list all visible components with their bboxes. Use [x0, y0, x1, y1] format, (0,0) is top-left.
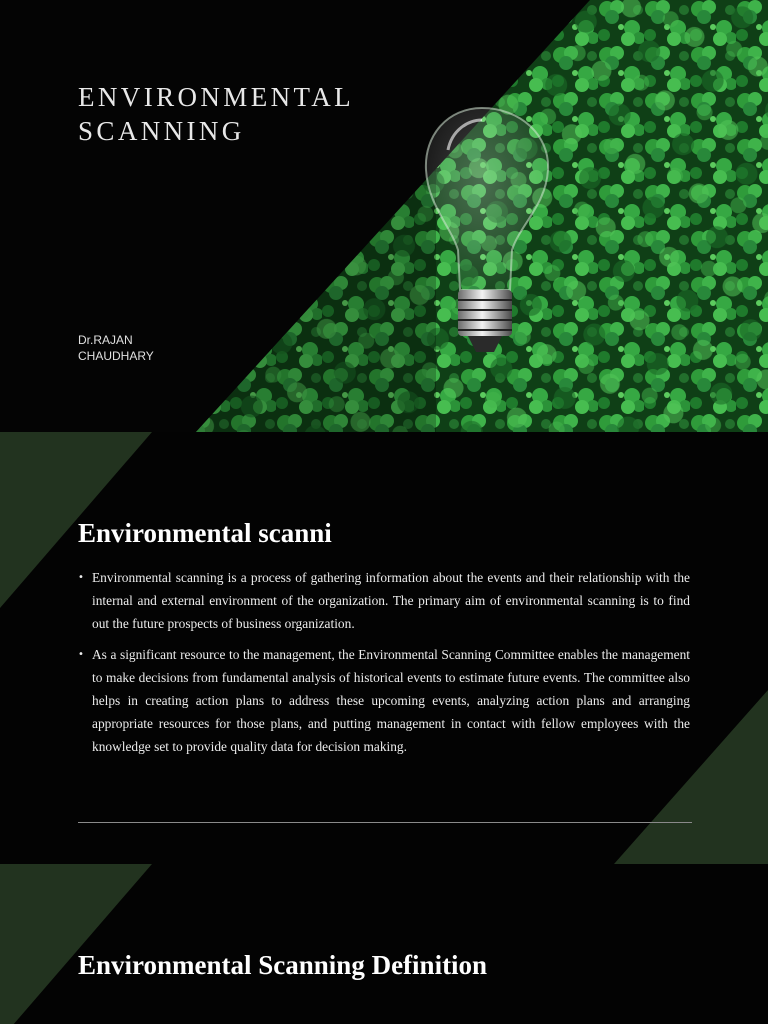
author-line-1: Dr.RAJAN	[78, 333, 133, 347]
bullet-text: Environmental scanning is a process of gathering information about the events and their relationship with the internal and external environment of the organization. The primary aim of environmental scanning is to find out the future prospects of business organization.	[92, 570, 690, 631]
slide-environmental-scanning	[0, 432, 768, 864]
slide-title	[0, 0, 768, 432]
bullet-list	[78, 566, 690, 766]
clover-lightbulb-image	[0, 0, 768, 432]
title-line-1: ENVIRONMENTAL	[78, 82, 355, 112]
section-heading: Environmental scanni	[78, 518, 332, 548]
slide-title-text	[78, 80, 398, 148]
bullet-marker: •	[78, 572, 84, 583]
author-line-2: CHAUDHARY	[78, 349, 154, 363]
title-line-2: SCANNING	[78, 116, 245, 146]
bullet-marker: •	[78, 649, 84, 660]
slide-scanning-definition	[0, 864, 768, 1024]
divider	[78, 822, 692, 823]
decorative-triangle	[0, 864, 768, 1024]
author-name	[78, 332, 218, 364]
list-item	[78, 643, 690, 758]
bullet-text: As a significant resource to the management, the Environmental Scanning Committee enables the management to make decisions from fundamental analysis of historical events to estimate future events. The committee also helps in creating action plans to address these upcoming events, analyzing action plans and arranging appropriate resources for those plans, and putting management in contact with fellow employees with the knowledge set to provide quality data for decision making.	[92, 647, 690, 754]
section-heading: Environmental Scanning Definition	[78, 950, 488, 980]
list-item	[78, 566, 690, 635]
